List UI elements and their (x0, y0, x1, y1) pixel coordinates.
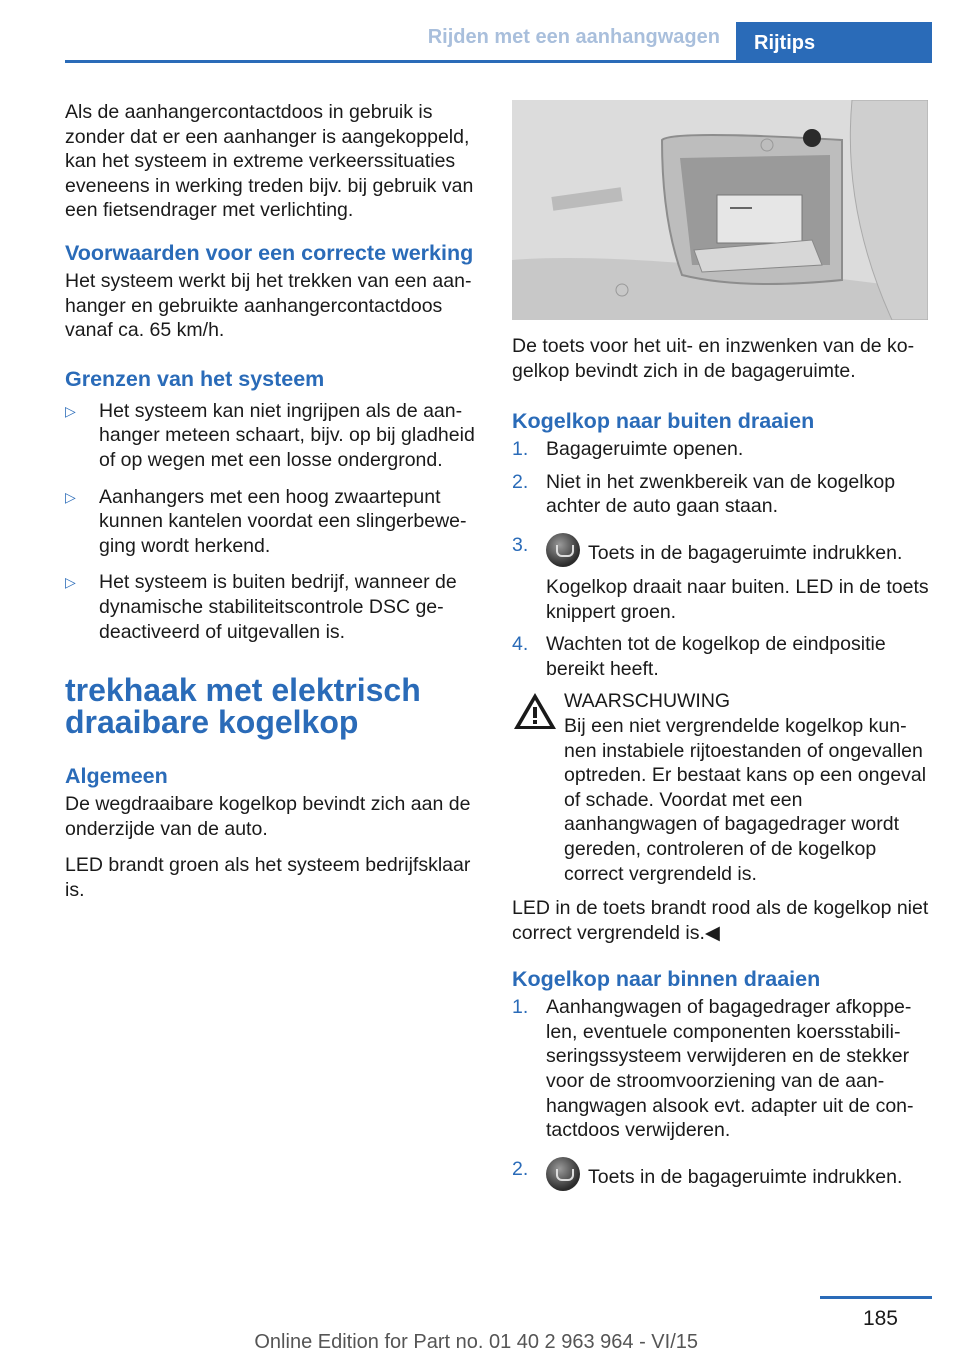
paragraph-voorwaarden: Het systeem werkt bij het trekken van een aanhanger en gebruikte aanhangercontactdoos vanaf ca. 65 km/h. (65, 269, 472, 342)
trailer-hitch-button-icon (546, 533, 580, 567)
list-item: ▷ Aanhangers met een hoog zwaartepunt kunnen kantelen voordat een slingerbeweging wordt herkend. (65, 485, 467, 557)
heading-grenzen: Grenzen van het systeem (65, 366, 325, 391)
luggage-compartment-photo (512, 100, 928, 320)
warning-triangle-icon (512, 691, 558, 731)
limits-list (65, 399, 485, 644)
chapter-tab: Rijtips (736, 22, 932, 62)
list-item: ▷ Het systeem is buiten bedrijf, wanneer de dynamische stabiliteitscontrole DSC gedeactiveerd of uitgevallen is. (65, 571, 457, 643)
steps-binnen (512, 995, 932, 1191)
intro-paragraph: Als de aanhangercontactdoos in gebruik is zonder dat er een aanhanger is aangekoppeld, kan het systeem in extreme verkeerssituaties eveneens in werking treden bijv. bij gebruik van een fietsendrager met verlichting. (65, 101, 474, 222)
bullet-marker: ▷ (65, 574, 76, 591)
page-number: 185 (862, 1307, 898, 1330)
bullet-marker: ▷ (65, 402, 76, 419)
led-note: LED in de toets brandt rood als de kogelkop niet correct vergrendeld is.◀ (512, 897, 929, 944)
list-item: 1. Bagageruimte openen. (512, 438, 744, 461)
list-item: 2. Toets in de bagageruimte indrukken. (512, 1157, 932, 1191)
paragraph-algemeen-1: De wegdraaibare kogelkop bevindt zich aan de onderzijde van de auto. (65, 793, 471, 840)
paragraph-algemeen-2: LED brandt groen als het systeem bedrijfsklaar is. (65, 854, 471, 901)
edition-note: Online Edition for Part no. 01 40 2 963 964 - VI/15 (254, 1331, 698, 1353)
heading-voorwaarden: Voorwaarden voor een correcte werking (65, 240, 474, 265)
list-item: 1. Aanhangwagen of bagagedrager afkoppelen, eventuele componenten koersstabiliseringssysteem verwijderen en de stekker voor de stroomvoorziening van de aanhangwagen alsook evt. adapter uit de contactdoos verwijderen. (512, 996, 914, 1142)
heading-algemeen: Algemeen (65, 764, 168, 789)
steps-buiten (512, 437, 932, 681)
step-result: Kogelkop draait naar buiten. LED in de toets knippert groen. (546, 575, 929, 623)
footer-rule (820, 1296, 932, 1299)
list-item: ▷ Het systeem kan niet ingrijpen als de aanhanger meteen schaart, bijv. op bij gladheid of op wegen met een losse ondergrond. (65, 399, 475, 471)
bullet-marker: ▷ (65, 488, 76, 505)
page-header (0, 0, 960, 64)
luggage-compartment-illustration (512, 100, 928, 320)
left-column (65, 100, 485, 914)
heading-trekhaak: trekhaak met elektrisch draaibare kogelkop (65, 672, 421, 741)
warning-title: WAARSCHUWING (564, 690, 731, 713)
list-item: 2. Niet in het zwenkbereik van de kogelkop achter de auto gaan staan. (512, 470, 896, 518)
list-item: 3. Toets in de bagageruimte indrukken. Kogelkop draait naar buiten. LED in de toets knippert groen. (512, 533, 932, 624)
warning-text: Bij een niet vergrendelde kogelkop kunnen instabiele rijtoestanden of ongevallen optreden. Er bestaat kans op een ongeval of schade. Voordat met een aanhangwagen of bagagedrager wordt gereden, controleren of de kogelkop correct vergrendeld is. (564, 714, 927, 885)
heading-binnen: Kogelkop naar binnen draaien (512, 967, 821, 992)
photo-caption: De toets voor het uit- en inzwenken van de kogelkop bevindt zich in de bagageruimte. (512, 335, 915, 382)
page-footer (0, 1292, 960, 1362)
right-column (512, 100, 932, 1199)
trailer-hitch-button-icon (546, 1157, 580, 1191)
list-item: 4. Wachten tot de kogelkop de eindpositie bereikt heeft. (512, 633, 886, 680)
header-rule (65, 60, 932, 63)
heading-buiten: Kogelkop naar buiten draaien (512, 409, 815, 434)
warning-block (512, 689, 932, 886)
section-title: Rijden met een aanhangwagen (427, 26, 720, 48)
